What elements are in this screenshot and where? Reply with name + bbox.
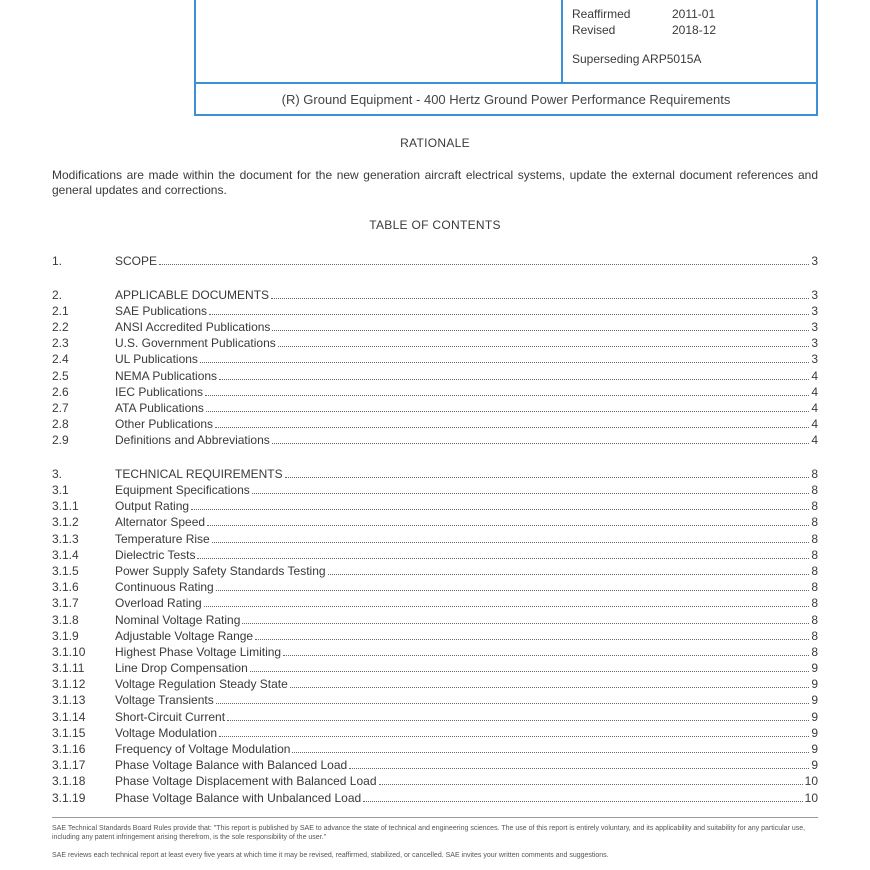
toc-entry-number: 2.9 [52, 433, 69, 448]
toc-entry-page: 3 [811, 254, 818, 269]
toc-entry[interactable] [52, 465, 818, 481]
toc-entry-page: 9 [811, 742, 818, 757]
toc-entry[interactable] [52, 772, 818, 788]
toc-entry-title: Definitions and Abbreviations [115, 433, 270, 448]
toc-entry-page: 8 [811, 580, 818, 595]
toc-entry[interactable] [52, 497, 818, 513]
toc-entry-number: 3.1.17 [52, 758, 86, 773]
toc-entry-number: 2.3 [52, 336, 69, 351]
rationale-text: Modifications are made within the document for the new generation aircraft electrical systems, update the external document references and general updates and corrections. [52, 168, 818, 197]
toc-entry-page: 3 [811, 336, 818, 351]
toc-dot-leader [285, 477, 810, 478]
toc-entry-title: Adjustable Voltage Range [115, 628, 254, 643]
toc-entry-title: Line Drop Compensation [115, 661, 248, 676]
toc-group-gap [52, 268, 818, 285]
toc-entry-title: Frequency of Voltage Modulation [115, 742, 291, 757]
toc-entry-page: 8 [811, 547, 818, 562]
toc-dot-leader [197, 558, 809, 559]
toc-entry-title: ATA Publications [115, 400, 204, 415]
toc-entry-title: Temperature Rise [115, 531, 210, 546]
toc-dot-leader [215, 427, 809, 428]
toc-entry[interactable] [52, 334, 818, 350]
footer-rule [52, 817, 818, 818]
footer-notice: SAE Technical Standards Board Rules provide that: "This report is published by SAE to advance the state of technical and engineering sciences. The use of this report is entirely voluntary, and its applicability and suitability for any particular use, including any patent infringement arising therefrom, is the sole responsibility of the user." [52, 825, 806, 841]
toc-dot-leader [252, 493, 810, 494]
toc-entry-title: UL Publications [115, 352, 198, 367]
toc-entry-title: ANSI Accredited Publications [115, 320, 271, 335]
toc-entry[interactable] [52, 724, 818, 740]
toc-entry-title: Nominal Voltage Rating [115, 612, 241, 627]
toc-entry-page: 8 [811, 515, 818, 530]
toc-entry-title: Phase Voltage Displacement with Balanced Load [115, 774, 377, 789]
toc-dot-leader [219, 736, 809, 737]
toc-entry-number: 3.1.10 [52, 644, 86, 659]
toc-entry[interactable] [52, 252, 818, 268]
toc-entry-page: 3 [811, 320, 818, 335]
toc-entry-page: 8 [811, 563, 818, 578]
toc-entry-page: 8 [811, 612, 818, 627]
toc-entry-title: Voltage Regulation Steady State [115, 677, 288, 692]
toc-entry[interactable] [52, 513, 818, 529]
toc-entry[interactable] [52, 594, 818, 610]
toc-entry-page: 3 [811, 352, 818, 367]
toc-entry[interactable] [52, 740, 818, 756]
toc-dot-leader [271, 298, 809, 299]
toc-entry[interactable] [52, 756, 818, 772]
toc-dot-leader [283, 655, 809, 656]
toc-entry-page: 4 [811, 417, 818, 432]
toc-entry-title: Overload Rating [115, 596, 202, 611]
toc-entry-page: 4 [811, 433, 818, 448]
toc-dot-leader [278, 346, 810, 347]
toc-entry-page: 4 [811, 368, 818, 383]
toc-dot-leader [272, 443, 810, 444]
toc-entry-title: Alternator Speed [115, 515, 206, 530]
toc-entry-title: Output Rating [115, 499, 190, 514]
toc-entry[interactable] [52, 627, 818, 643]
toc-entry[interactable] [52, 546, 818, 562]
toc-entry-page: 8 [811, 466, 818, 481]
toc-heading: TABLE OF CONTENTS [369, 218, 501, 232]
toc-dot-leader [209, 314, 809, 315]
toc-entry[interactable] [52, 431, 818, 447]
toc-entry-title: APPLICABLE DOCUMENTS [115, 287, 270, 302]
toc-entry-page: 3 [811, 303, 818, 318]
toc-entry-number: 3.1.9 [52, 628, 79, 643]
toc-entry-page: 8 [811, 483, 818, 498]
toc-entry-page: 8 [811, 596, 818, 611]
toc-group-gap [52, 447, 818, 464]
date-value: 2011-01 [672, 7, 716, 21]
toc-dot-leader [250, 671, 810, 672]
toc-entry-number: 3.1.15 [52, 725, 86, 740]
toc-entry[interactable] [52, 691, 818, 707]
toc-entry[interactable] [52, 383, 818, 399]
toc-entry-page: 9 [811, 693, 818, 708]
toc-entry[interactable] [52, 562, 818, 578]
document-header-box [194, 0, 818, 116]
toc-dot-leader [242, 623, 809, 624]
toc-entry-page: 8 [811, 644, 818, 659]
toc-entry[interactable] [52, 610, 818, 626]
toc-entry-page: 9 [811, 709, 818, 724]
rationale-heading: RATIONALE [400, 136, 470, 150]
toc-entry-page: 8 [811, 628, 818, 643]
toc-entry-title: NEMA Publications [115, 368, 218, 383]
date-row-revised [572, 22, 716, 38]
toc-entry-title: Equipment Specifications [115, 483, 250, 498]
toc-dot-leader [363, 801, 802, 802]
toc-entry-number: 3.1.16 [52, 742, 86, 757]
toc-entry-page: 8 [811, 531, 818, 546]
toc-entry-number: 3.1.8 [52, 612, 79, 627]
toc-entry[interactable] [52, 578, 818, 594]
toc-entry-page: 9 [811, 661, 818, 676]
date-label: Reaffirmed [572, 7, 631, 21]
toc-entry[interactable] [52, 350, 818, 366]
toc-entry-title: Dielectric Tests [115, 547, 196, 562]
toc-entry-page: 4 [811, 384, 818, 399]
toc-entry-number: 3.1.4 [52, 547, 79, 562]
toc-entry[interactable] [52, 366, 818, 382]
toc-entry-title: Phase Voltage Balance with Balanced Load [115, 758, 348, 773]
toc-entry-title: SAE Publications [115, 303, 208, 318]
toc-entry-number: 3.1.19 [52, 790, 86, 805]
toc-entry[interactable] [52, 675, 818, 691]
toc-entry-number: 2.6 [52, 384, 69, 399]
toc-entry[interactable] [52, 481, 818, 497]
toc-entry-page: 10 [804, 774, 818, 789]
toc-dot-leader [328, 574, 810, 575]
toc-entry-title: Highest Phase Voltage Limiting [115, 644, 282, 659]
toc-entry-number: 3.1.6 [52, 580, 79, 595]
toc-entry-title: Other Publications [115, 417, 214, 432]
toc-entry-number: 2.4 [52, 352, 69, 367]
date-value: 2018-12 [672, 23, 717, 37]
toc-dot-leader [205, 395, 809, 396]
toc-entry-title: IEC Publications [115, 384, 204, 399]
toc-dot-leader [212, 542, 810, 543]
toc-entry-number: 3.1.18 [52, 774, 86, 789]
toc-entry-title: U.S. Government Publications [115, 336, 276, 351]
toc-entry-number: 3. [52, 466, 63, 481]
toc-entry-number: 2. [52, 287, 63, 302]
toc-dot-leader [219, 379, 809, 380]
toc-entry-number: 2.2 [52, 320, 69, 335]
toc-entry-title: SCOPE [115, 254, 158, 269]
date-row-reaffirmed [572, 6, 716, 22]
toc-entry[interactable] [52, 399, 818, 415]
toc-entry-title: Voltage Transients [115, 693, 214, 708]
toc-entry[interactable] [52, 529, 818, 545]
toc-entry-title: Phase Voltage Balance with Unbalanced Load [115, 790, 362, 805]
toc-entry[interactable] [52, 415, 818, 431]
toc-entry-number: 3.1.5 [52, 563, 79, 578]
toc-entry[interactable] [52, 659, 818, 675]
toc-dot-leader [206, 411, 809, 412]
toc-entry[interactable] [52, 302, 818, 318]
header-divider [561, 0, 563, 82]
toc-dot-leader [255, 639, 809, 640]
superseding-note: Superseding ARP5015A [572, 52, 702, 66]
toc-dot-leader [216, 703, 810, 704]
date-label: Revised [572, 23, 616, 37]
toc-dot-leader [191, 509, 809, 510]
toc-entry-title: TECHNICAL REQUIREMENTS [115, 466, 283, 481]
toc-entry-number: 3.1.3 [52, 531, 79, 546]
footer-review-note: SAE reviews each technical report at least every five years at which time it may be revised, reaffirmed, stabilized, or cancelled. SAE invites your written comments and suggestions. [52, 852, 609, 859]
toc-entry-number: 3.1.2 [52, 515, 79, 530]
toc-entry-title: Voltage Modulation [115, 725, 218, 740]
toc-entry-number: 3.1.14 [52, 709, 86, 724]
toc-dot-leader [207, 525, 809, 526]
toc-entry-page: 4 [811, 400, 818, 415]
toc-entry-number: 3.1.12 [52, 677, 86, 692]
toc-dot-leader [204, 606, 810, 607]
toc-entry-number: 2.8 [52, 417, 69, 432]
toc-entry-page: 9 [811, 725, 818, 740]
revision-dates [572, 6, 716, 38]
toc-entry[interactable] [52, 318, 818, 334]
toc-dot-leader [349, 768, 809, 769]
toc-entry-number: 1. [52, 254, 63, 269]
toc-dot-leader [200, 362, 809, 363]
toc-entry-title: Short-Circuit Current [115, 709, 226, 724]
toc-entry-page: 3 [811, 287, 818, 302]
toc-entry[interactable] [52, 707, 818, 723]
toc-dot-leader [216, 590, 810, 591]
toc-dot-leader [227, 720, 809, 721]
toc-entry[interactable] [52, 788, 818, 804]
toc-entry[interactable] [52, 643, 818, 659]
toc-dot-leader [272, 330, 809, 331]
toc-entry-page: 9 [811, 677, 818, 692]
toc-entry-page: 10 [804, 790, 818, 805]
toc-entry-number: 3.1 [52, 483, 69, 498]
toc-entry-title: Power Supply Safety Standards Testing [115, 563, 326, 578]
toc-dot-leader [290, 687, 810, 688]
toc-entry-page: 9 [811, 758, 818, 773]
toc-entry-number: 2.5 [52, 368, 69, 383]
toc-entry-number: 2.7 [52, 400, 69, 415]
toc-entry[interactable] [52, 285, 818, 301]
header-top-section [196, 0, 816, 84]
toc-entry-number: 3.1.1 [52, 499, 79, 514]
toc-dot-leader [379, 784, 803, 785]
table-of-contents [52, 252, 818, 805]
document-title: (R) Ground Equipment - 400 Hertz Ground Power Performance Requirements [281, 92, 731, 107]
toc-entry-number: 3.1.11 [52, 661, 85, 676]
toc-entry-title: Continuous Rating [115, 580, 214, 595]
toc-entry-number: 3.1.13 [52, 693, 86, 708]
toc-entry-page: 8 [811, 499, 818, 514]
toc-entry-number: 3.1.7 [52, 596, 79, 611]
toc-entry-number: 2.1 [52, 303, 69, 318]
toc-dot-leader [292, 752, 809, 753]
toc-dot-leader [159, 264, 809, 265]
